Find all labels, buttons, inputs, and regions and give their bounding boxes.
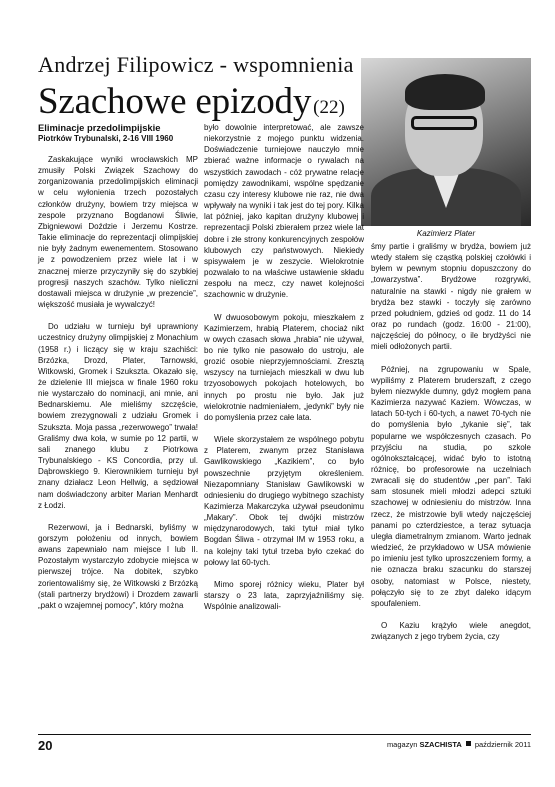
square-bullet-icon [466, 741, 471, 746]
article-title [38, 80, 345, 123]
portrait-photo [361, 58, 531, 226]
column-right [371, 241, 531, 653]
author-line: Andrzej Filipowicz - wspomnienia [38, 52, 354, 77]
paragraph: W dwuosobowym pokoju, mieszkałem z Kazimierzem, hrabią Platerem, chociaż nikt w owych czasach słowa „hrabia” nie używał, bo nie tylko nie pasowało do ustroju, ale grozić osobie nieprzyjemnościami. Zresztą wszyscy na turniejach mieszkali w dwu lub trzyosobowych pokojach hotelowych, bo innych po prostu nie było. Jak już wielokrotnie nadmieniałem, „jedynki” były nie do pomyślenia przez całe lata. [204, 312, 364, 422]
paragraph: Wiele skorzystałem ze wspólnego pobytu z Platerem, zwanym przez Stanisława Gawlikowskiego „Kazikiem”, co było powszechnie przyjętym określeniem. Niezapomniany Stanisław Gawlikowski w odniesieniu do drugiego wybitnego szachisty Kazimierza Makarczyka używał pseudonimu „Makary”. Obok tej dwójki mistrzów międzynarodowych, taki tytuł miał tylko Bogdan Śliwa - otrzymał IM w 1953 roku, a na kolejny taki tytuł trzeba było czekać do połowy lat 60-tych. [204, 435, 364, 567]
issue-date: październik 2011 [474, 740, 531, 749]
paragraph: Rezerwowi, ja i Bednarski, byliśmy w gorszym położeniu od innych, bowiem awans zapewniało nam miejsce I lub II. Pozostałym wystarczyło zdobycie miejsca w pierwszej trójce. Na dobitek, szybko zorientowaliśmy się, że Witkowski z Brzózką (stali partnerzy brydżowi) i Drozdem zawarli „pakt o wzajemnej pomocy”, który można [38, 522, 198, 610]
magazine-name: SZACHISTA [419, 740, 462, 749]
magazine-prefix: magazyn [386, 740, 418, 749]
section-title: Eliminacje przedolimpijskie [38, 122, 161, 133]
paragraph: Do udziału w turnieju był uprawniony uczestnicy drużyny olimpijskiej z Monachium (1958 r.) i liczący się w kraju szachiści: Brzózka, Drozd, Plater, Tarnowski, Witkowski, Gromek i Szukszta. Okazało się, że dzielenie III miejsca w finale 1960 roku nie wystarczało do nominacji, ani mnie, ani Bednarskiemu. Ale mieliśmy szczęście, bowiem zrezygnowali z udziału Gromek i Szukszta. Moja passa „rezerwowego” trwała! Graliśmy dwa koła, w sumie po 12 partii, w sali znanego klubu z Piotrkowa Trybunalskiego - KS Concordia, przy ul. Dąbrowskiego 9. Kierownikiem turnieju był znany działacz Leon Hellwig, a sędziował nam doświadczony arbiter Marian Menhardt z Łodzi. [38, 322, 198, 510]
paragraph: O Kaziu krążyło wiele anegdot, związanych z jego trybem życia, czy [371, 621, 531, 642]
column-middle [204, 122, 364, 623]
footer-divider [38, 734, 531, 735]
paragraph: było dowolnie interpretować, ale zawsze niekorzystnie z mojego punktu widzenia. Doświadczenie turniejowe nauczyło mnie zbierać ważne informacje o rywalach na wszystkich zawodach - cóż prywatne relacje pomiędzy zawodnikami, wspólne spędzanie czasu czy interesy klubowe nie raz, nie dwa wpływały na wyniki i tak jest do tej pory. Kilka lat później, jako kapitan drużyny klubowej i reprezentacji Polski zbierałem przez wiele lat dobre i złe strony konkurencyjnych zespołów klubowych czy państwowych. Niekiedy spisywałem je w zeszycie. Wielokrotnie pozwalało to na właściwe ustawienie składu zespołu na mecz, czy nawet kolejności szachownic w drużynie. [204, 123, 364, 300]
photo-caption: Kazimierz Plater [416, 229, 476, 238]
paragraph: śmy partie i graliśmy w brydża, bowiem już wtedy stałem się cząstką polskiej czołówki i byłem w pewnym stopniu dopuszczony do „towarzystwa”. Brydżowe rozgrywki, naturalnie na stawki - nigdy nie grałem w brydża bez stawki - toczyły się zarówno przed południem, gdzieś od godz. 11 do 14 oraz po rundach (godz. 16:00 - 21:00), najczęściej do północy, o ile brydżyści nie mieli odłożonych partii. [371, 242, 531, 352]
section-subtitle: Piotrków Trybunalski, 2-16 VIII 1960 [38, 134, 174, 143]
paragraph: Mimo sporej różnicy wieku, Plater był starszy o 23 lata, zaprzyjaźniliśmy się. Wspólnie analizowali- [204, 579, 364, 612]
footer-info [387, 740, 531, 749]
photo-figure-glasses [411, 116, 477, 130]
paragraph: Później, na zgrupowaniu w Spale, wypiliśmy z Platerem bruderszaft, z czego byłem niezwykle dumny, gdyż mogłem pana Kazimierza nazywać Kaziem. Wówczas, w latach 50-tych i 60-tych, a nawet 70-tych nie do pomyślenia było „tykanie się”, tak popularne we współczesnych czasach. Po przyjściu na studia, po szkole ogólnokształcącej, widać było to istotną różnicę, bo profesorowie na uczelniach zwracali się do studentów „per pan”. Taki sam stosunek mieli młodzi adepci sztuki szachowej w odniesieniu do mistrzów. Inna rzecz, że mistrzowie byli wtedy najczęściej panami po czterdziestce, a teraz sytuacja uległa diametralnym zmianom. Warto jednak wiedzieć, że przykładowo w USA mówienie po imieniu jest tylko uproszczeniem formy, a nie oznacza braku szacunku do starszej osoby, natomiast w Polsce, niestety, połączyło się to ze zbyt daleko idącym spoufaleniem. [371, 364, 531, 608]
page-number: 20 [38, 738, 53, 753]
paragraph: Zaskakujące wyniki wrocławskich MP zmusiły Polski Związek Szachowy do zorganizowania przedolimpijskich eliminacji w celu wyłonienia trzech pozostałych członków drużyny, bowiem trzy miejsca w zespole przyznano Bogdanowi Śliwie, Zbigniewowi Doździe i Jerzemu Kostrze. Takie eliminacje do reprezentacji olimpijskiej nie były żadnym ewenementem. Stosowano je z powodzeniem przez wiele lat i w znacznej mierze przyczyniły się do szybkiej progresji naszych szachów. Tylko nieliczni dostawali miejsca w drużynie „w prezencie”, większość musiała je wywalczyć! [38, 155, 198, 310]
photo-figure-hair [405, 74, 485, 110]
column-left [38, 122, 198, 622]
magazine-label [387, 740, 462, 749]
episode-number: (22) [313, 97, 345, 118]
title-text: Szachowe epizody [38, 81, 312, 122]
